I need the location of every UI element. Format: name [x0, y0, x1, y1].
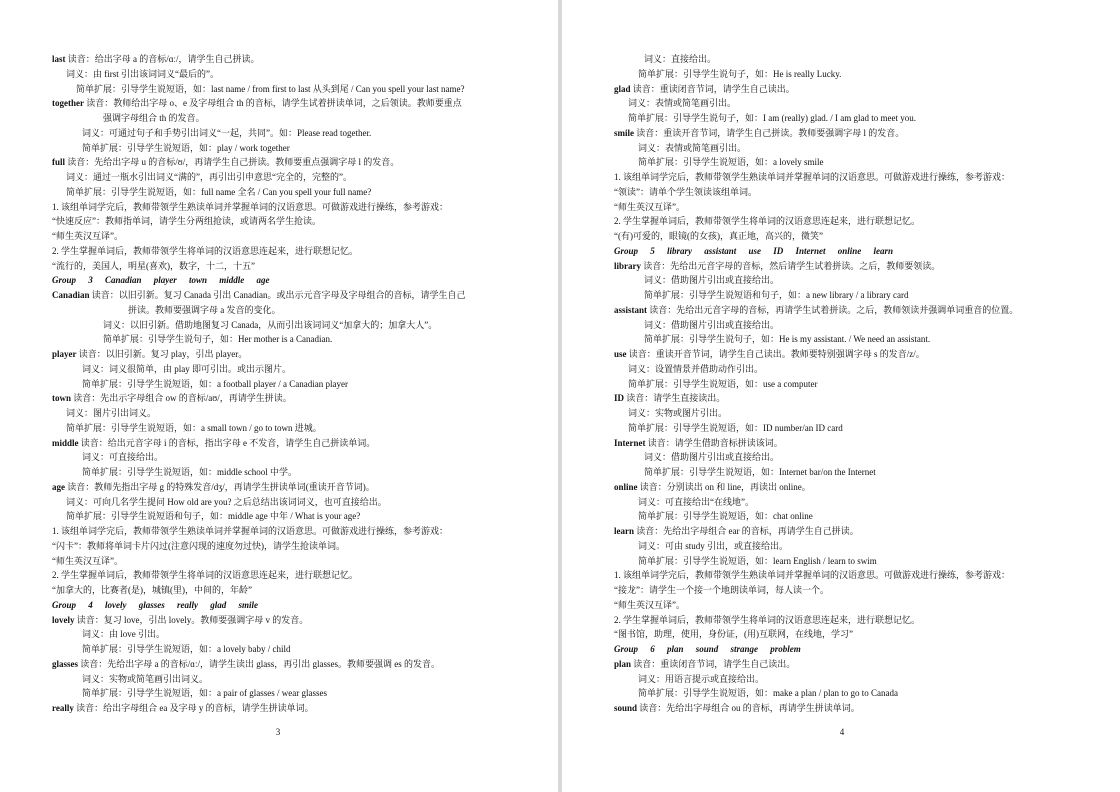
line-text: 简单扩展：引导学生说短语，如：middle school 中学。: [82, 467, 297, 477]
line-text: 读音：以旧引新。复习 Canada 引出 Canadian。或出示元音字母及字母组合的音标，请学生自己: [89, 290, 466, 300]
text-line: [562, 406, 1120, 421]
text-line: [0, 126, 558, 141]
vocab-entry: [562, 480, 1120, 495]
line-text: 拼读。教师要强调字母 a 发音的变化。: [128, 304, 281, 315]
vocab-word: ID: [614, 393, 625, 404]
line-text: 简单扩展：引导学生说短语，如：a small town / go to town 进城。: [66, 422, 322, 433]
vocab-entry: [562, 259, 1120, 274]
text-line: [562, 613, 1120, 628]
text-line: [562, 627, 1120, 642]
text-line: [0, 362, 558, 377]
line-text: 词义：通过一瓶水引出词义“满的”，再引出引申意思“完全的，完整的”。: [66, 172, 352, 182]
text-line: [562, 318, 1120, 333]
line-text: 词义：用语言提示或直接给出。: [638, 673, 765, 684]
text-line: [0, 111, 558, 126]
vocab-entry: [562, 524, 1120, 539]
line-text: 词义：由 first 引出该词词义“最后的”。: [66, 68, 219, 79]
line-text: 词义：借助图片引出或直接给出。: [644, 319, 780, 330]
line-text: 读音：给出字母 a 的音标/ɑː/，请学生自己拼读。: [65, 54, 260, 64]
page-right: [562, 0, 1120, 792]
text-line: [0, 509, 558, 524]
line-text: 简单扩展：引导学生说短语，如：last name / from first to last 从头到尾 / Can you spell your last name?: [76, 83, 465, 94]
page-number-left: 3: [275, 727, 281, 737]
vocab-word: glasses: [52, 658, 79, 669]
line-text: 读音：先给出字母组合 ear 的音标，再请学生自己拼读。: [634, 526, 859, 536]
group-heading-text: Group 5 library assistant use ID Internet online learn: [614, 245, 894, 256]
text-line: [0, 185, 558, 200]
line-text: 读音：以旧引新。复习 play，引出 player。: [76, 349, 248, 359]
text-line: [0, 318, 558, 333]
text-line: [562, 598, 1120, 613]
line-text: 读音：重读开音节词，请学生自己拼读。教师要强调字母 l 的发音。: [634, 127, 905, 138]
vocab-word: online: [614, 481, 638, 492]
line-text: 词义：可直接给出。: [82, 452, 164, 463]
line-text: 简单扩展：引导学生说句子，如：Her mother is a Canadian.: [103, 334, 333, 345]
text-line: [0, 686, 558, 701]
text-line: [562, 509, 1120, 524]
line-text: “师生英汉互译”。: [52, 555, 123, 566]
text-line: [562, 288, 1120, 303]
line-text: 简单扩展：引导学生说句子，如：I am (really) glad. / I am glad to meet you.: [628, 113, 916, 123]
text-line: [562, 421, 1120, 436]
text-line: [0, 554, 558, 569]
text-line: [562, 229, 1120, 244]
line-text: 强调字母组合 th 的发音。: [103, 113, 205, 123]
text-line: [0, 229, 558, 244]
group-heading: [562, 642, 1120, 657]
vocab-word: town: [52, 393, 72, 404]
line-text: 简单扩展：引导学生说短语，如：a lovely baby / child: [82, 644, 291, 654]
line-text: “流行的，美国人，明星(喜欢)，数字，十二，十五”: [52, 260, 255, 271]
text-line: [562, 141, 1120, 156]
vocab-entry: [0, 155, 558, 170]
text-line: [562, 495, 1120, 510]
page-number-right: 4: [839, 727, 845, 737]
vocab-word: lovely: [52, 614, 75, 625]
line-text: 1. 该组单词学完后，教师带领学生熟读单词并掌握单词的汉语意思。可做游戏进行操练，参考游戏：: [52, 526, 449, 536]
line-text: 简单扩展：引导学生说短语，如：a football player / a Canadian player: [82, 378, 348, 389]
vocab-entry: [0, 701, 558, 716]
group-heading-text: Group 4 lovely glasses really glad smile: [52, 599, 258, 610]
text-line: [562, 672, 1120, 687]
text-line: [562, 465, 1120, 480]
line-text: 词义：实物或图片引出。: [628, 408, 728, 418]
line-text: 读音：请学生借助音标拼读该词。: [645, 437, 783, 448]
text-line: [562, 583, 1120, 598]
text-line: [0, 200, 558, 215]
line-text: 词义：可由 study 引出，或直接给出。: [638, 540, 789, 551]
vocab-entry: [0, 436, 558, 451]
vocab-entry: [0, 480, 558, 495]
text-line: [562, 686, 1120, 701]
line-text: 读音：先给出元音字母的音标，然后请学生试着拼读。之后，教师要领读。: [641, 260, 941, 271]
text-line: [0, 642, 558, 657]
vocab-word: last: [52, 54, 66, 64]
line-text: 词义：实物或简笔画引出词义。: [82, 673, 209, 684]
line-text: 简单扩展：引导学生说短语，如：make a plan / plan to go to Canada: [638, 688, 898, 699]
group-heading: [0, 273, 558, 288]
text-line: [0, 303, 558, 318]
text-line: [562, 96, 1120, 111]
text-line: [0, 82, 558, 97]
vocab-entry: [562, 701, 1120, 716]
text-line: [0, 244, 558, 259]
page-left: [0, 0, 558, 792]
line-text: 1. 该组单词学完后，教师带领学生熟读单词并掌握单词的汉语意思。可做游戏进行操练，参考游戏：: [614, 570, 1011, 581]
line-text: 词义：表情或简笔画引出。: [638, 142, 747, 153]
vocab-word: learn: [614, 526, 634, 536]
line-text: 2. 学生掌握单词后，教师带领学生将单词的汉语意思连起来，进行联想记忆。: [614, 614, 921, 625]
text-line: [562, 539, 1120, 554]
vocab-entry: [562, 82, 1120, 97]
text-line: [0, 421, 558, 436]
vocab-word: glad: [614, 83, 631, 94]
vocab-entry: [562, 657, 1120, 672]
line-text: 简单扩展：引导学生说短语，如：full name 全名 / Can you spell your full name?: [66, 186, 372, 197]
vocab-entry: [0, 657, 558, 672]
vocab-word: library: [614, 260, 641, 271]
line-text: 词义：借助图片引出或直接给出。: [644, 275, 780, 286]
text-line: [562, 52, 1120, 67]
vocab-word: smile: [614, 127, 634, 138]
text-line: [562, 170, 1120, 185]
vocab-entry: [0, 96, 558, 111]
text-line: [562, 568, 1120, 583]
text-line: [562, 155, 1120, 170]
line-text: 简单扩展：引导学生说短语和句子，如：middle age 中年 / What is your age?: [66, 511, 361, 522]
line-text: 词义：可通过句子和手势引出词义“一起，共同”。如：Please read together.: [82, 127, 372, 138]
line-text: 读音：重读闭音节词，请学生自己读出。: [631, 658, 796, 669]
line-text: “师生英汉互译”。: [614, 201, 685, 212]
vocab-word: age: [52, 481, 65, 492]
line-text: 词义：图片引出词义。: [66, 408, 157, 418]
line-text: 词义：直接给出。: [644, 54, 717, 64]
line-text: 读音：教师先指出字母 g 的特殊发音/dʒ/，再请学生拼读单词(重读开音节词)。: [65, 481, 375, 492]
line-text: 简单扩展：引导学生说短语，如：play / work together: [82, 142, 290, 153]
line-text: 读音：先给出元音字母的音标，再请学生试着拼读。之后，教师领读并强调单词重音的位置。: [647, 304, 1019, 315]
vocab-word: Canadian: [52, 290, 90, 300]
line-text: 读音：先给出字母 a 的音标/ɑː/，请学生读出 glass，再引出 glasses。教师要强调 es 的发音。: [78, 658, 440, 669]
line-text: 词义：由 love 引出。: [82, 629, 165, 640]
vocab-entry: [562, 126, 1120, 141]
line-text: 简单扩展：引导学生说短语和句子，如：a new library / a library card: [644, 290, 909, 300]
text-line: [562, 554, 1120, 569]
vocab-word: full: [52, 157, 66, 168]
text-line: [562, 200, 1120, 215]
line-text: “领读”：请单个学生领读该组单词。: [614, 186, 757, 197]
text-line: [0, 450, 558, 465]
text-line: [0, 141, 558, 156]
text-line: [0, 583, 558, 598]
vocab-entry: [0, 52, 558, 67]
line-text: “闪卡”：教师将单词卡片闪过(注意闪现的速度勿过快)，请学生抢读单词。: [52, 540, 345, 551]
vocab-word: really: [52, 703, 74, 713]
text-line: [0, 539, 558, 554]
line-text: 简单扩展：引导学生说短语，如：chat online: [638, 511, 813, 522]
group-heading-text: Group 3 Canadian player town middle age: [52, 275, 270, 286]
line-text: 简单扩展：引导学生说短语，如：learn English / learn to swim: [638, 555, 877, 566]
text-line: [0, 170, 558, 185]
vocab-entry: [562, 303, 1120, 318]
line-text: 2. 学生掌握单词后，教师带领学生将单词的汉语意思连起来，进行联想记忆。: [614, 216, 921, 227]
line-text: 简单扩展：引导学生说句子，如：He is my assistant. / We need an assistant.: [644, 334, 931, 345]
text-line: [562, 362, 1120, 377]
vocab-word: plan: [614, 658, 632, 669]
vocab-entry: [0, 288, 558, 303]
line-text: 简单扩展：引导学生说句子，如：He is really Lucky.: [638, 68, 842, 79]
text-line: [562, 332, 1120, 347]
line-text: 1. 该组单词学完后，教师带领学生熟读单词并掌握单词的汉语意思。可做游戏进行操练，参考游戏：: [52, 201, 449, 212]
text-line: [0, 524, 558, 539]
text-line: [0, 214, 558, 229]
text-line: [562, 111, 1120, 126]
vocab-entry: [0, 391, 558, 406]
vocab-entry: [0, 613, 558, 628]
line-text: 简单扩展：引导学生说短语，如：Internet bar/on the Internet: [644, 467, 876, 477]
line-text: 读音：教师给出字母 o、e 及字母组合 th 的音标，请学生试着拼读单词，之后领读。教师要重点: [83, 98, 462, 109]
line-text: 词义：以旧引新。借助地图复习 Canada，从而引出该词词义“加拿大的；加拿大人”。: [103, 319, 438, 330]
line-text: 词义：表情或简笔画引出。: [628, 98, 737, 109]
text-line: [0, 465, 558, 480]
line-text: 2. 学生掌握单词后，教师带领学生将单词的汉语意思连起来，进行联想记忆。: [52, 570, 359, 581]
line-text: 简单扩展：引导学生说短语，如：a lovely smile: [638, 157, 824, 168]
line-text: “师生英汉互译”。: [52, 231, 123, 241]
text-line: [562, 214, 1120, 229]
text-line: [0, 377, 558, 392]
text-line: [562, 450, 1120, 465]
vocab-word: Internet: [614, 437, 646, 448]
line-text: 读音：给出元音字母 i 的音标，指出字母 e 不发音，请学生自己拼读单词。: [78, 437, 376, 448]
line-text: 读音：先给出字母组合 ou 的音标，再请学生拼读单词。: [637, 703, 860, 713]
line-text: 词义：词义很简单，由 play 即可引出。或出示图片。: [82, 363, 291, 374]
line-text: 2. 学生掌握单词后，教师带领学生将单词的汉语意思连起来，进行联想记忆。: [52, 245, 359, 256]
vocab-word: player: [52, 349, 77, 359]
line-text: “师生英汉互译”。: [614, 599, 685, 610]
line-text: “图书馆，助理，使用，身份证，(用)互联网，在线地，学习”: [614, 629, 853, 640]
group-heading: [0, 598, 558, 613]
text-line: [562, 185, 1120, 200]
line-text: “(有)可爱的，眼镜(的女孩)，真正地，高兴的，微笑”: [614, 231, 823, 241]
vocab-entry: [562, 347, 1120, 362]
text-line: [0, 495, 558, 510]
group-heading-text: Group 6 plan sound strange problem: [614, 644, 801, 654]
line-text: 读音：分别读出 on 和 line，再读出 online。: [637, 481, 811, 492]
line-text: 简单扩展：引导学生说短语，如：use a computer: [628, 378, 818, 389]
text-line: [0, 672, 558, 687]
line-text: 读音：先给出字母 u 的音标/ʊ/，再请学生自己拼读。教师要重点强调字母 l 的发音。: [65, 157, 400, 168]
text-line: [0, 67, 558, 82]
vocab-word: together: [52, 98, 84, 109]
vocab-entry: [0, 347, 558, 362]
group-heading: [562, 244, 1120, 259]
line-text: 读音：复习 love，引出 lovely。教师要强调字母 v 的发音。: [74, 614, 309, 625]
line-text: “接龙”：请学生一个接一个地朗读单词，每人读一个。: [614, 585, 829, 595]
vocab-word: assistant: [614, 304, 648, 315]
line-text: 简单扩展：引导学生说短语，如：a pair of glasses / wear glasses: [82, 688, 327, 699]
line-text: 简单扩展：引导学生说短语，如：ID number/an ID card: [628, 422, 843, 433]
line-text: 词义：可向几名学生提问 How old are you? 之后总结出该词词义，也可直接给出。: [66, 496, 387, 507]
text-line: [0, 406, 558, 421]
line-text: 读音：重读开音节词，请学生自己读出。教师要特别强调字母 s 的发音/z/。: [626, 349, 925, 359]
text-line: [0, 627, 558, 642]
line-text: 1. 该组单词学完后，教师带领学生熟读单词并掌握单词的汉语意思。可做游戏进行操练，参考游戏：: [614, 172, 1011, 182]
line-text: 词义：设置情景并借助动作引出。: [628, 363, 764, 374]
text-line: [562, 67, 1120, 82]
text-line: [562, 273, 1120, 288]
line-text: 读音：请学生直接读出。: [624, 393, 726, 404]
line-text: 读音：先出示字母组合 ow 的音标/aʊ/，再请学生拼读。: [71, 393, 292, 404]
vocab-entry: [562, 391, 1120, 406]
line-text: “快速反应”：教师指单词，请学生分两组抢读，或请两名学生抢读。: [52, 216, 321, 227]
line-text: 词义：借助图片引出或直接给出。: [644, 452, 780, 463]
line-text: 词义：可直接给出“在线地”。: [638, 496, 754, 507]
vocab-word: sound: [614, 703, 638, 713]
page-left-text: [0, 52, 558, 716]
line-text: 读音：重读闭音节词，请学生自己读出。: [630, 83, 795, 94]
vocab-word: use: [614, 349, 627, 359]
text-line: [0, 568, 558, 583]
vocab-entry: [562, 436, 1120, 451]
vocab-word: middle: [52, 437, 79, 448]
line-text: 读音：给出字母组合 ea 及字母 y 的音标，请学生拼读单词。: [73, 703, 314, 713]
page-right-text: [562, 52, 1120, 716]
text-line: [562, 377, 1120, 392]
line-text: “加拿大的，比赛者(是)，城镇(里)，中间的，年龄”: [52, 585, 252, 595]
text-line: [0, 332, 558, 347]
text-line: [0, 259, 558, 274]
